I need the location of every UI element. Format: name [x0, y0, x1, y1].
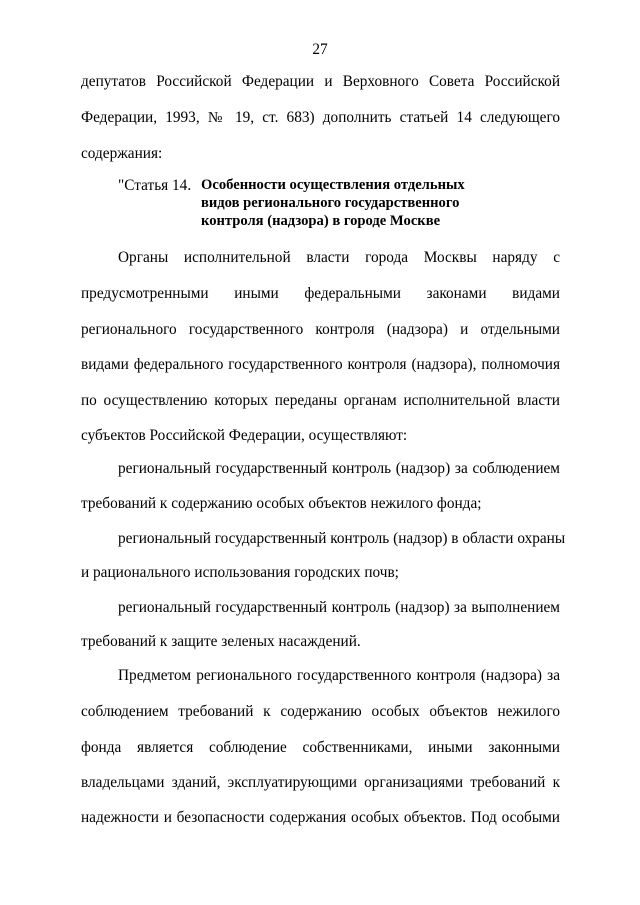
intro-line: содержания:: [81, 145, 163, 162]
intro-line: депутатов Российской Федерации и Верховного Совета Российской: [81, 73, 560, 90]
body-line: регионального государственного контроля (надзора) и отдельными: [81, 321, 560, 338]
body-line: субъектов Российской Федерации, осуществляют:: [81, 427, 408, 444]
body-line: требований к защите зеленых насаждений.: [81, 633, 361, 650]
body-line: владельцами зданий, эксплуатирующими организациями требований к: [81, 774, 560, 791]
article-title: [201, 176, 465, 230]
body-line: Предметом регионального государственного контроля (надзора) за: [118, 667, 560, 684]
intro-line: Федерации, 1993, № 19, ст. 683) дополнить статьей 14 следующего: [81, 109, 560, 126]
article-title-line: Особенности осуществления отдельных: [201, 177, 465, 193]
body-line: надежности и безопасности содержания особых объектов. Под особыми: [81, 809, 560, 826]
body-line: фонда является соблюдение собственниками, иными законными: [81, 739, 560, 756]
body-line: региональный государственный контроль (надзор) за выполнением: [118, 599, 560, 616]
body-line: соблюдением требований к содержанию особых объектов нежилого: [81, 703, 560, 720]
article-title-line: контроля (надзора) в городе Москве: [201, 213, 441, 229]
body-line: и рационального использования городских почв;: [81, 564, 399, 581]
page-number: 27: [312, 41, 328, 58]
article-label: "Статья 14.: [118, 177, 192, 194]
body-line: предусмотренными иными федеральными законами видами: [81, 285, 560, 302]
article-title-line: видов регионального государственного: [201, 195, 460, 211]
body-line: Органы исполнительной власти города Москвы наряду с: [118, 249, 560, 266]
body-line: по осуществлению которых переданы органам исполнительной власти: [81, 392, 560, 409]
body-line: требований к содержанию особых объектов нежилого фонда;: [81, 495, 482, 512]
body-line: региональный государственный контроль (надзор) за соблюдением: [118, 460, 560, 477]
body-line: видами федерального государственного контроля (надзора), полномочия: [81, 356, 560, 373]
body-line: региональный государственный контроль (надзор) в области охраны: [118, 530, 566, 547]
